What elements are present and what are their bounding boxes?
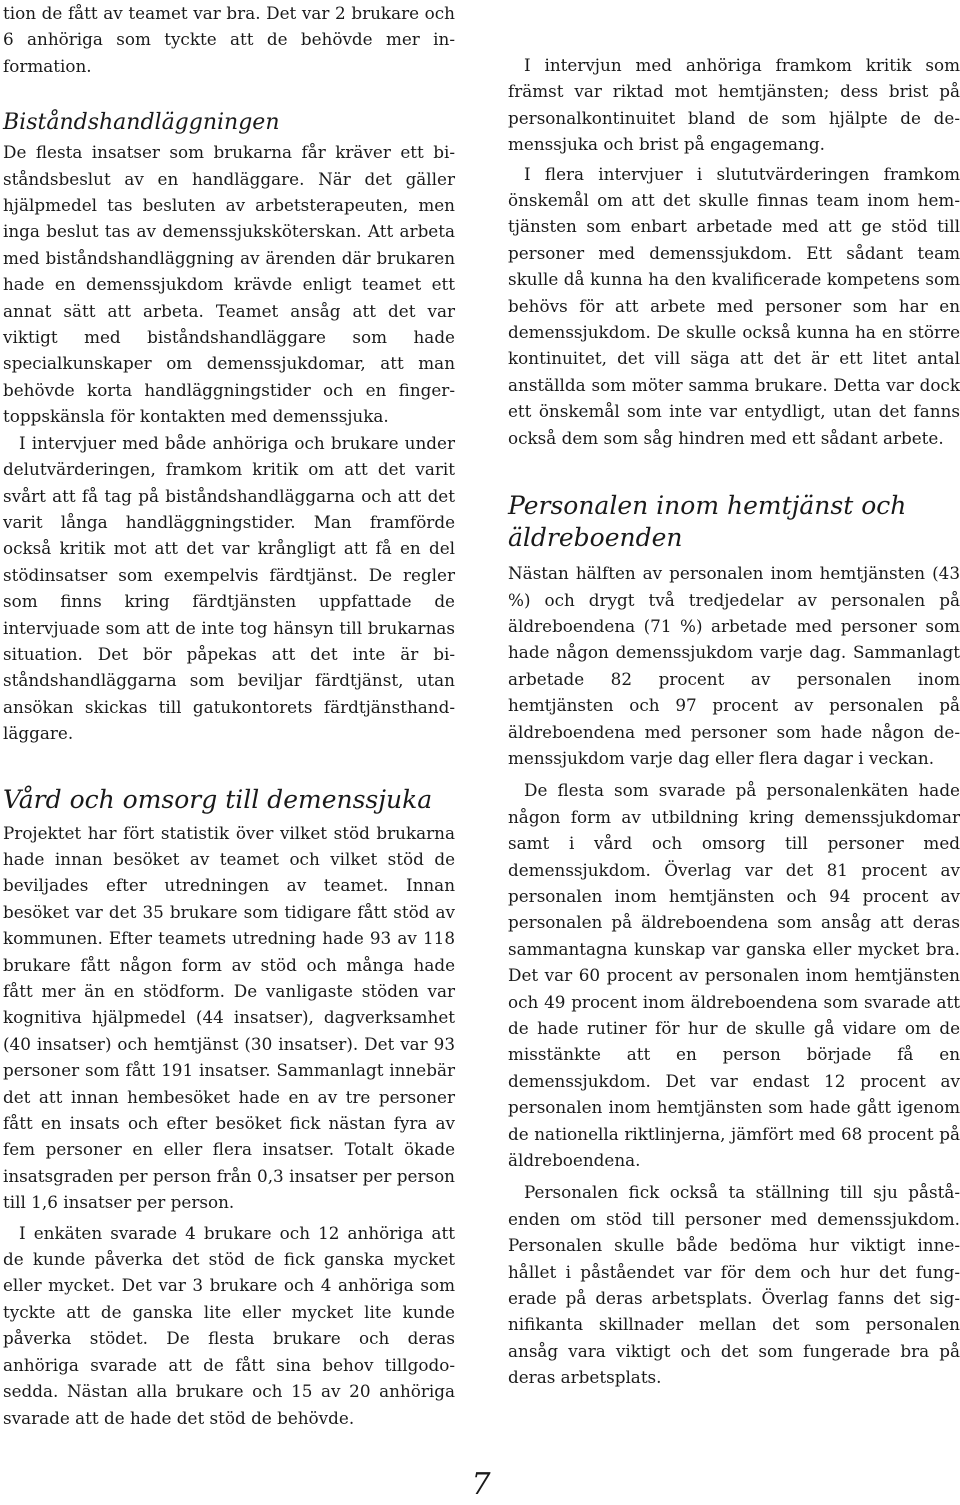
body-paragraph: Nästan hälften av personalen inom hemtjänsten (43 %) och drygt två tredjedelar av personalen på äldreboendena (71 %) arbetade med personer som hade någon demenssjukdom varje dag. Sammanlagt arbetade 82 procent av personalen inom hemtjänsten och 97 procent av personalen på äldreboendena med personer som hade någon demenssjukdom varje dag eller flera dagar i veckan.: [508, 563, 960, 768]
body-paragraph: I flera intervjuer i slututvärderingen framkom önskemål om att det skulle finnas team inom hemtjänsten som enbart arbetade med att ge stöd till personer med demenssjukdom. Ett sådant team skulle då kunna ha den kvalificerade kompetens som behövs för att arbete med personer som har en demenssjukdom. De skulle också kunna ha en större kontinuitet, det vill säga att det är ett litet antal anställda som möter samma brukare. Detta var dock ett önskemål som inte var entydligt, utan det fanns också dem som såg hindren med ett sådant arbete.: [508, 163, 960, 448]
body-paragraph: Projektet har fört statistik över vilket stöd brukarna hade innan besöket av teamet och vilket stöd de beviljades efter utredningen av teamet. Innan besöket var det 35 brukare som tidigare fått stöd av kommunen. Efter teamets utredning hade 93 av 118 brukare fått någon form av stöd och många hade fått mer än en stödform. De vanligaste stöden var kognitiva hjälpmedel (44 insatser), dagverksamhet (40 insatser) och hemtjänst (30 insatser). Det var 93 personer som fått 191 insatser. Sammanlagt innebär det att innan hembesöket hade en av tre personer fått en insats och efter besöket fick nästan fyra av fem personer en eller flera insatser. Totalt ökade insatsgraden per person från 0,3 insatser per person till 1,6 insatser per person.: [3, 822, 455, 1213]
section-heading-bistandshandlaggningen: Biståndshandläggningen: [3, 110, 280, 136]
section-heading-vard-och-omsorg: Vård och omsorg till demenssjuka: [3, 784, 433, 814]
body-paragraph: I intervjuer med både anhöriga och brukare under delutvärderingen, framkom kritik om att det varit svårt att få tag på biståndshandläggarna och att det varit långa handläggningstider. Man framförde också kritik mot att det var krångligt att få en del stödinsatser som exempelvis färdtjänst. De regler som finns kring färdtjänsten uppfattade de intervjuade som att de inte tog hänsyn till brukarnas situation. Det bör påpekas att det inte är biståndshandläggarna som beviljar färdtjänst, utan ansökan skickas till gatukontorets färdtjänsthandläggare.: [3, 432, 455, 744]
left-column: [3, 0, 455, 1431]
section-heading-personalen: Personalen inom hemtjänst och äldreboenden: [508, 491, 907, 553]
body-paragraph: Personalen fick också ta ställning till sju påståenden om stöd till personer med demenssjukdom. Personalen skulle både bedöma hur viktigt innehållet i påståendet var för dem och hur det fungerade på deras arbetsplats. Överlag fanns det signifikanta skillnader mellan det som personalen ansåg vara viktigt och det som fungerade bra på deras arbetsplats.: [508, 1182, 960, 1388]
continued-paragraph: tion de fått av teamet var bra. Det var 2 brukare och 6 anhöriga som tyckte att de behövde mer information.: [3, 3, 455, 76]
body-paragraph: De flesta insatser som brukarna får kräver ett biståndsbeslut av en handläggare. När det gäller hjälpmedel tas besluten av arbetsterapeuten, men inga beslut tas av demenssjuksköterskan. Att arbeta med biståndshandläggning av ärenden där brukaren hade en demenssjukdom krävde enligt teamet ett annat sätt att arbeta. Teamet ansåg att det var viktigt med biståndshandläggare som hade specialkunskaper om demenssjukdomar, att man behövde korta handläggningstider och en fingertoppskänsla för kontakten med demenssjuka.: [3, 142, 455, 427]
body-paragraph: De flesta som svarade på personalenkäten hade någon form av utbildning kring demenssjukdomar samt i vård och omsorg till personer med demenssjukdom. Överlag var det 81 procent av personalen inom hemtjänsten och 94 procent av personalen på äldreboendena som ansåg att deras sammantagna kunskap var ganska eller mycket bra. Det var 60 procent av personalen inom hemtjänsten och 49 procent inom äldreboendena som svarade att de hade rutiner för hur de skulle gå vidare om de misstänkte att en person började få en demenssjukdom. Det var endast 12 procent av personalen inom hemtjänsten som hade gått igenom de nationella riktlinjerna, jämfört med 68 procent på äldreboendena.: [508, 780, 960, 1171]
body-paragraph: I enkäten svarade 4 brukare och 12 anhöriga att de kunde påverka det stöd de fick ganska mycket eller mycket. Det var 3 brukare och 4 anhöriga som tyckte att de ganska lite eller mycket lite kunde påverka stödet. De flesta brukare och deras anhöriga svarade att de fått sina behov tillgodosedda. Nästan alla brukare och 15 av 20 anhöriga svarade att de hade det stöd de behövde.: [3, 1222, 455, 1428]
body-paragraph: I intervjun med anhöriga framkom kritik som främst var riktad mot hemtjänsten; dess brist på personalkontinuitet bland de som hjälpte de demenssjuka och brist på engagemang.: [508, 55, 960, 155]
right-column: [508, 52, 960, 1391]
page-number: 7: [471, 1467, 491, 1502]
